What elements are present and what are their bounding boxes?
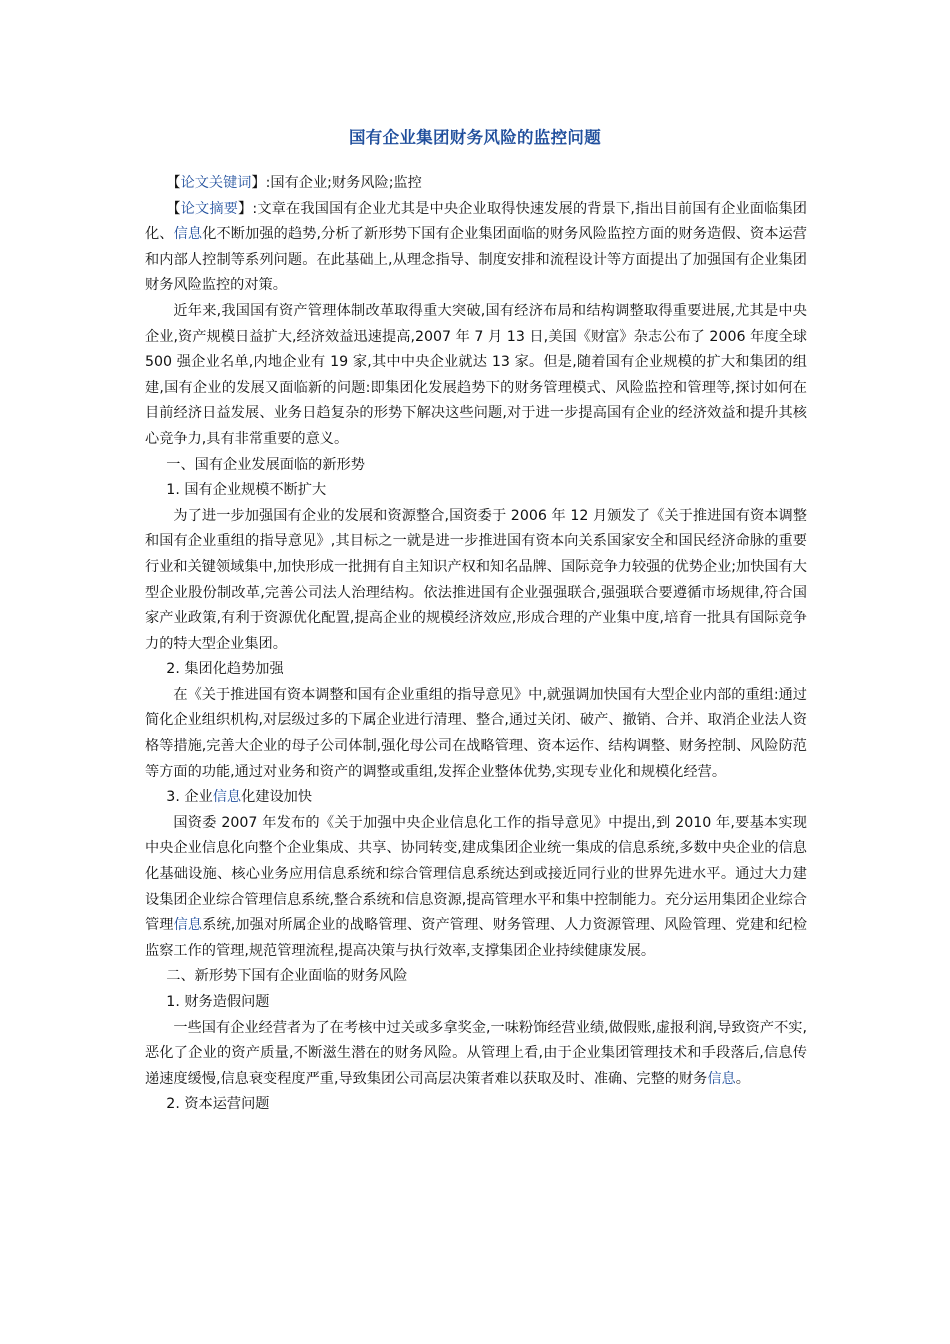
keywords-line — [145, 171, 807, 197]
section2-heading: 二、新形势下国有企业面临的财务风险 — [166, 968, 408, 985]
section1-sub3-heading — [145, 785, 807, 811]
section1-sub2-paragraph: 在《关于推进国有资本调整和国有企业重组的指导意见》中,就强调加快国有大型企业内部的重组:通过简化企业组织机构,对层级过多的下属企业进行清理、整合,通过关闭、破产、撤销、合并、取消企业法人资格等措施,完善大企业的母子公司体制,强化母公司在战略管理、资本运作、结构调整、财务控制、风险防范等方面的功能,通过对业务和资产的调整或重组,发挥企业整体优势,实现专业化和规模化经营。 — [145, 686, 807, 780]
document-title: 国有企业集团财务风险的监控问题 — [349, 128, 601, 147]
section1-heading: 一、国有企业发展面临的新形势 — [166, 456, 365, 473]
abstract-text-b: 化不断加强的趋势,分析了新形势下国有企业集团面临的财务风险监控方面的财务造假、资本运营和内部人控制等系列问题。在此基础上,从理念指导、制度安排和流程设计等方面提出了加强国有企业集团财务风险监控的对策。 — [145, 226, 807, 294]
section2-sub1-text-b: 。 — [735, 1070, 750, 1087]
abstract-bracket-close: 】 — [238, 200, 253, 217]
keywords-bracket-open: 【 — [166, 175, 181, 191]
section2-sub1-text-a: 一些国有企业经营者为了在考核中过关或多拿奖金,一味粉饰经营业绩,做假账,虚报利润,导致资产不实,恶化了企业的资产质量,不断滋生潜在的财务风险。从管理上看,由于企业集团管理技术和手段落后,信息传递速度缓慢,信息衰变程度严重,导致集团公司高层决策者难以获取及时、准确、完整的财务 — [145, 1019, 807, 1087]
section1-sub3-heading-a: 3. 企业 — [166, 789, 213, 806]
abstract-bracket-open: 【 — [166, 200, 181, 217]
intro-paragraph: 近年来,我国国有资产管理体制改革取得重大突破,国有经济布局和结构调整取得重要进展,尤其是中央企业,资产规模日益扩大,经济效益迅速提高,2007 年 7 月 13 日,美国《财富》杂志公布了 2006 年度全球 500 强企业名单,内地企业有 19 家,其中中央企业就达 13 家。但是,随着国有企业规模的扩大和集团的组建,国有企业的发展又面临新的问题:即集团化发展趋势下的财务管理模式、风险监控和管理等,探讨如何在目前经济日益发展、业务日趋复杂的形势下解决这些问题,对于进一步提高国有企业的经济效益和提升其核心竞争力,具有非常重要的意义。 — [145, 302, 807, 447]
abstract-paragraph — [145, 197, 807, 299]
section1-sub1-heading: 1. 国有企业规模不断扩大 — [166, 482, 327, 499]
section1-sub3-heading-b: 化建设加快 — [241, 789, 313, 806]
keywords-tag[interactable]: 论文关键词 — [180, 175, 252, 191]
abstract-link[interactable]: 信息 — [173, 226, 203, 243]
keywords-text: :国有企业;财务风险;监控 — [265, 175, 422, 191]
section2-sub1-heading: 1. 财务造假问题 — [166, 994, 270, 1010]
document-body — [145, 171, 807, 1118]
section1-sub1-paragraph: 为了进一步加强国有企业的发展和资源整合,国资委于 2006 年 12 月颁发了《关于推进国有资本调整和国有企业重组的指导意见》,其目标之一就是进一步推进国有资本向关系国家安全和国民经济命脉的重要行业和关键领域集中,加快形成一批拥有自主知识产权和知名品牌、国际竞争力较强的优势企业;加快国有大型企业股份制改革,完善公司法人治理结构。依法推进国有企业强强联合,强强联合要遵循市场规律,符合国家产业政策,有利于资源优化配置,提高企业的规模经济效应,形成合理的产业集中度,培育一批具有国际竞争力的特大型企业集团。 — [145, 507, 807, 652]
section2-sub1-paragraph — [145, 1016, 807, 1093]
section1-sub3-text-b: 系统,加强对所属企业的战略管理、资产管理、财务管理、人力资源管理、风险管理、党建和纪检监察工作的管理,规范管理流程,提高决策与执行效率,支撑集团企业持续健康发展。 — [145, 917, 807, 959]
keywords-bracket-close: 】 — [251, 175, 266, 191]
section1-sub3-text-link[interactable]: 信息 — [173, 917, 203, 934]
section1-sub3-paragraph — [145, 811, 807, 965]
section2-sub1-text-link[interactable]: 信息 — [707, 1070, 736, 1087]
section1-sub2-heading: 2. 集团化趋势加强 — [166, 661, 284, 678]
section1-sub3-heading-link[interactable]: 信息 — [212, 789, 242, 806]
section1-sub3-text-a: 国资委 2007 年发布的《关于加强中央企业信息化工作的指导意见》中提出,到 2010 年,要基本实现中央企业信息化向整个企业集成、共享、协同转变,建成集团企业统一集成的信息系统,多数中央企业的信息化基础设施、核心业务应用信息系统和综合管理信息系统达到或接近同行业的世界先进水平。通过大力建设集团企业综合管理信息系统,整合系统和信息资源,提高管理水平和集中控制能力。充分运用集团企业综合管理 — [145, 814, 807, 934]
section2-sub2-heading: 2. 资本运营问题 — [166, 1096, 270, 1113]
abstract-text-a: :文章在我国国有企业尤其是中央企业取得快速发展的背景下,指出目前国有企业面临集团化、 — [145, 200, 807, 243]
abstract-tag[interactable]: 论文摘要 — [180, 200, 239, 217]
